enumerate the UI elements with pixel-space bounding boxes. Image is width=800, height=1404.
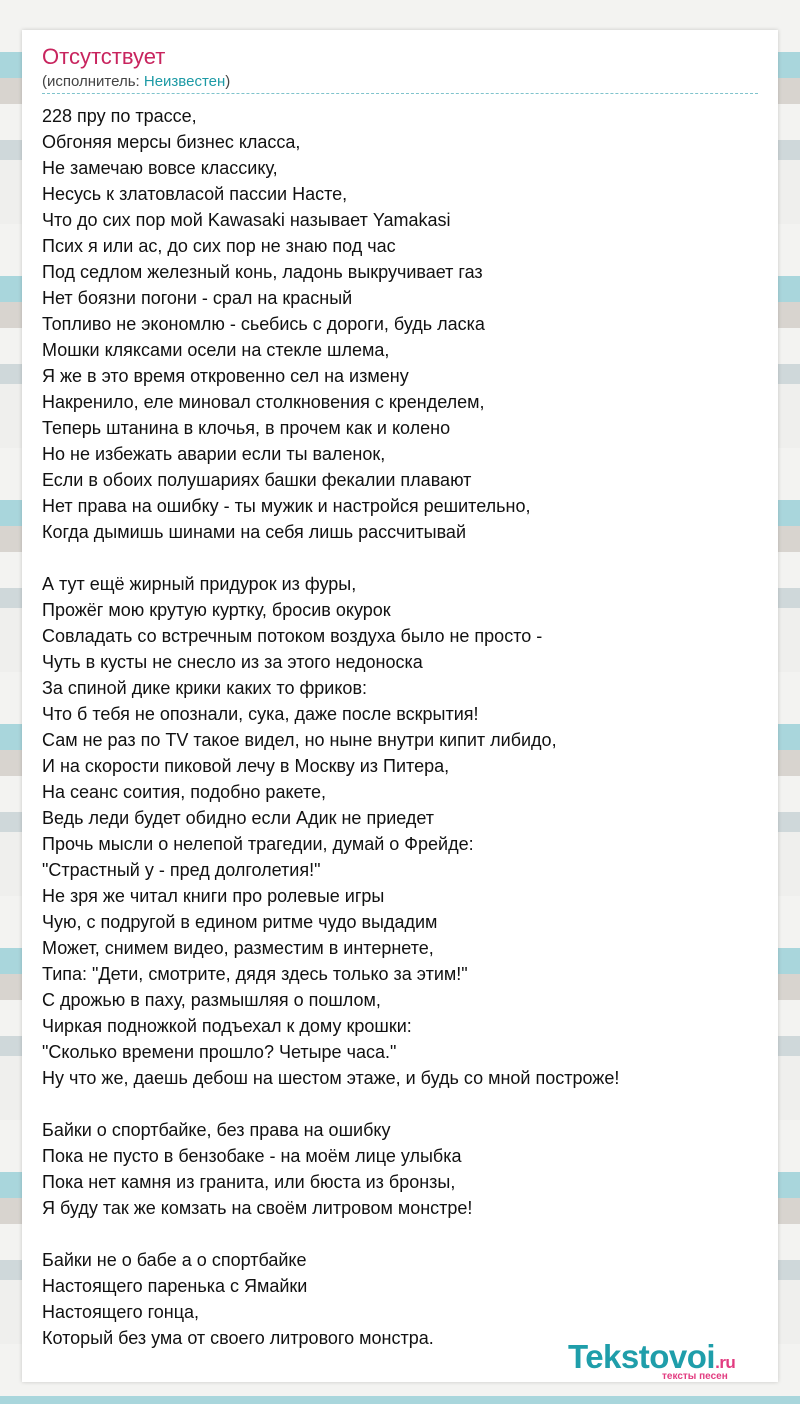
lyric-line: Мошки кляксами осели на стекле шлема, xyxy=(42,340,390,360)
lyric-line: Ведь леди будет обидно если Адик не приедет xyxy=(42,808,435,828)
lyric-line: Не зря же читал книги про ролевые игры xyxy=(42,886,385,906)
lyrics-text xyxy=(42,103,762,1351)
lyric-line: Я же в это время откровенно сел на измену xyxy=(42,366,409,386)
lyric-line: Байки не о бабе а о спортбайке xyxy=(42,1250,307,1270)
artist-line xyxy=(42,72,230,92)
lyric-line: Настоящего паренька с Ямайки xyxy=(42,1276,308,1296)
artist-prefix: (исполнитель: xyxy=(42,73,144,90)
lyric-line: Настоящего гонца, xyxy=(42,1302,200,1322)
lyric-line: Обгоняя мерсы бизнес класса, xyxy=(42,132,301,152)
site-logo[interactable] xyxy=(568,1338,774,1382)
lyric-line: Что б тебя не опознали, сука, даже после вскрытия! xyxy=(42,704,479,724)
lyric-line: Прожёг мою крутую куртку, бросив окурок xyxy=(42,600,391,620)
lyric-line: За спиной дике крики каких то фриков: xyxy=(42,678,368,698)
lyric-line: Нет боязни погони - срал на красный xyxy=(42,288,353,308)
lyric-line: Сам не раз по TV такое видел, но ныне внутри кипит либидо, xyxy=(42,730,557,750)
lyric-line: Байки о спортбайке, без права на ошибку xyxy=(42,1120,391,1140)
logo-tld: .ru xyxy=(715,1353,736,1372)
lyric-line: Несусь к златовласой пассии Насте, xyxy=(42,184,348,204)
artist-suffix: ) xyxy=(225,73,231,90)
title-divider xyxy=(42,93,758,94)
lyric-line: А тут ещё жирный придурок из фуры, xyxy=(42,574,357,594)
lyric-line: Под седлом железный конь, ладонь выкручивает газ xyxy=(42,262,483,282)
lyric-line: Чиркая подножкой подъехал к дому крошки: xyxy=(42,1016,412,1036)
lyric-line: Нет права на ошибку - ты мужик и настройся решительно, xyxy=(42,496,531,516)
logo-tagline: тексты песен xyxy=(662,1371,728,1382)
lyric-line: Пока не пусто в бензобаке - на моём лице улыбка xyxy=(42,1146,462,1166)
lyric-line: Топливо не экономлю - сьебись с дороги, будь ласка xyxy=(42,314,485,334)
lyric-line: Ну что же, даешь дебош на шестом этаже, и будь со мной построже! xyxy=(42,1068,620,1088)
lyric-line: Теперь штанина в клочья, в прочем как и колено xyxy=(42,418,451,438)
song-title: Отсутствует xyxy=(42,44,166,69)
lyric-line-blank xyxy=(42,1091,762,1117)
lyric-line-blank xyxy=(42,545,762,571)
lyric-line: Если в обоих полушариях башки фекалии плавают xyxy=(42,470,472,490)
lyric-line: "Сколько времени прошло? Четыре часа." xyxy=(42,1042,397,1062)
lyric-line: На сеанс соития, подобно ракете, xyxy=(42,782,326,802)
lyric-line: Совладать со встречным потоком воздуха было не просто - xyxy=(42,626,543,646)
lyric-line: Что до сих пор мой Kawasaki называет Yamakasi xyxy=(42,210,451,230)
lyric-line: "Страстный у - пред долголетия!" xyxy=(42,860,321,880)
lyric-line: Прочь мысли о нелепой трагедии, думай о Фрейде: xyxy=(42,834,474,854)
lyric-line: С дрожью в паху, размышляя о пошлом, xyxy=(42,990,381,1010)
lyric-line: Но не избежать аварии если ты валенок, xyxy=(42,444,386,464)
lyric-line: Псих я или ас, до сих пор не знаю под час xyxy=(42,236,396,256)
lyric-line: И на скорости пиковой лечу в Москву из Питера, xyxy=(42,756,450,776)
logo-name: Tekstovoi xyxy=(568,1338,716,1375)
lyric-line: Типа: "Дети, смотрите, дядя здесь только за этим!" xyxy=(42,964,468,984)
lyric-line: Пока нет камня из гранита, или бюста из бронзы, xyxy=(42,1172,456,1192)
lyric-line: Может, снимем видео, разместим в интернете, xyxy=(42,938,434,958)
lyric-line: Который без ума от своего литрового монстра. xyxy=(42,1328,434,1348)
lyric-line: Я буду так же комзать на своём литровом монстре! xyxy=(42,1198,473,1218)
lyric-line: Чую, с подругой в едином ритме чудо выдадим xyxy=(42,912,438,932)
artist-link[interactable]: Неизвестен xyxy=(143,73,226,90)
lyric-line: Чуть в кусты не снесло из за этого недоноска xyxy=(42,652,423,672)
lyric-line: Не замечаю вовсе классику, xyxy=(42,158,278,178)
lyric-line: 228 пру по трассе, xyxy=(42,106,197,126)
lyric-line-blank xyxy=(42,1221,762,1247)
lyric-line: Когда дымишь шинами на себя лишь рассчитывай xyxy=(42,522,466,542)
lyric-line: Накренило, еле миновал столкновения с кренделем, xyxy=(42,392,485,412)
